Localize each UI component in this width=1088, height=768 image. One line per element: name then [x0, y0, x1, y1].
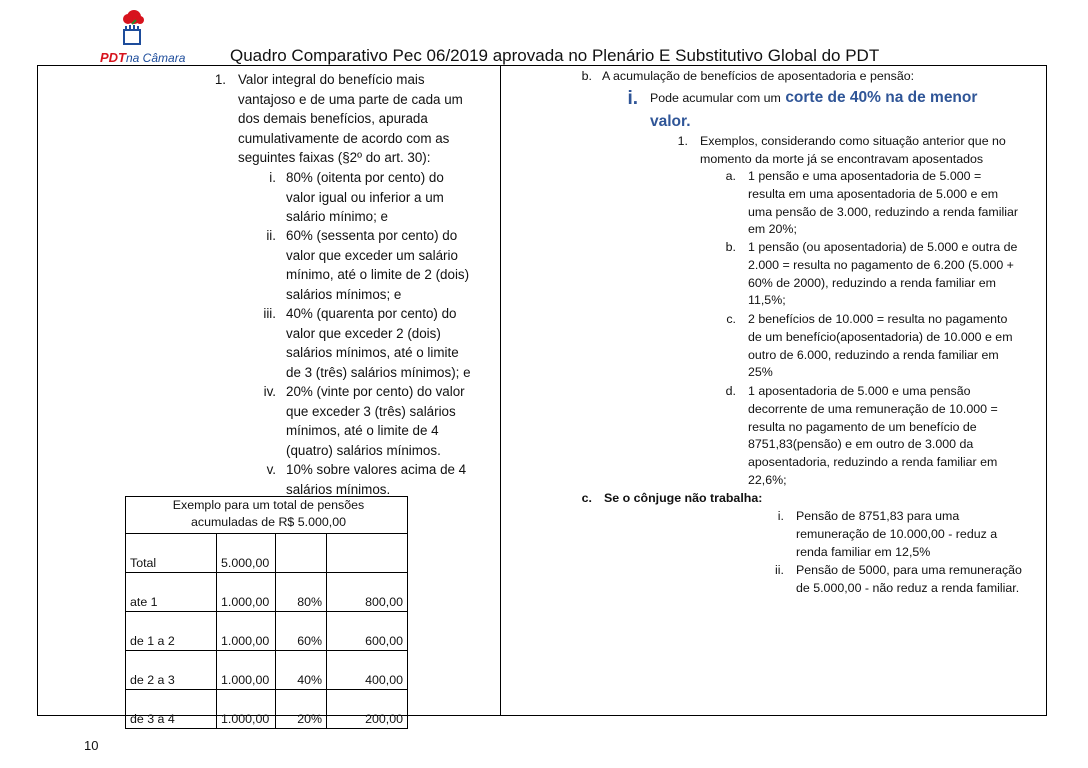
table-row: de 1 a 2 1.000,00 60% 600,00 [126, 612, 408, 651]
logo-text: PDTna Câmara [100, 50, 186, 65]
case-item: 2 benefícios de 10.000 = resulta no pagamento de um benefício(aposentadoria) de 10.000 e em outro de 6.000, reduzindo a renda familiar em 25% [748, 312, 1013, 380]
faixa-item: 10% sobre valores acima de 4 salários mínimos. [286, 462, 467, 497]
faixa-number: iv. [263, 384, 276, 399]
case-item: 1 aposentadoria de 5.000 e uma pensão decorrente de uma remuneração de 10.000 = resulta no pagamento de um benefício de 8751,83(pensão) e em outro de 3.000 da aposentadoria, reduzindo a renda familiar em 22,6%; [748, 384, 998, 487]
item-number: 1. [214, 72, 226, 87]
table-row: Total 5.000,00 [126, 534, 408, 573]
c-item: Pensão de 8751,83 para uma remuneração de 10.000,00 - reduz a renda familiar em 12,5% [796, 509, 998, 559]
faixa-item: 20% (vinte por cento) do valor que exceder 3 (três) salários mínimos, até o limite de 4 (quatro) salários mínimos. [286, 384, 465, 458]
case-item: 1 pensão e uma aposentadoria de 5.000 = resulta em uma aposentadoria de 5.000 e em uma pensão de 3.000, reduzindo a renda familiar em 20%; [748, 169, 1019, 237]
faixa-item: 60% (sessenta por cento) do valor que exceder um salário mínimo, até o limite de 2 (dois) salários mínimos; e [286, 228, 470, 302]
sub-i-number: i. [627, 88, 638, 109]
c-item: Pensão de 5000, para uma remuneração de 5.000,00 - não reduz a renda familiar. [796, 563, 1022, 595]
faixa-number: v. [266, 462, 276, 477]
item-1-text: Valor integral do benefício mais vantajoso e de uma parte de cada um dos demais benefícios, apurada cumulativamente de acordo com as seguintes faixas (§2º do art. 30): [238, 72, 463, 165]
example-table [125, 496, 408, 729]
sub-i-text: Pode acumular com um corte de 40% na de menor valor. [650, 89, 978, 130]
c-item-number: i. [777, 509, 784, 523]
table-row: de 2 a 3 1.000,00 40% 400,00 [126, 651, 408, 690]
table-row: de 3 a 4 1.000,00 20% 200,00 [126, 690, 408, 729]
section-c-text: Se o cônjuge não trabalha: [604, 491, 763, 505]
case-number: b. [725, 240, 736, 254]
case-item: 1 pensão (ou aposentadoria) de 5.000 e outra de 2.000 = resulta no pagamento de 6.200 (5.000 + 60% de 2000), reduzindo a renda familiar em 11,5%; [748, 240, 1018, 308]
examples-number: 1. [677, 134, 688, 148]
comparison-table [37, 65, 1047, 726]
examples-text: Exemplos, considerando como situação anterior que no momento da morte já se encontravam aposentados [700, 134, 1006, 166]
c-item-number: ii. [775, 563, 784, 577]
page-title: Quadro Comparativo Pec 06/2019 aprovada no Plenário E Substitutivo Global do PDT [230, 46, 880, 65]
table-row: ate 1 1.000,00 80% 800,00 [126, 573, 408, 612]
section-b-text: A acumulação de benefícios de aposentadoria e pensão: [602, 69, 915, 83]
page-number: 10 [84, 738, 99, 753]
faixa-item: 40% (quarenta por cento) do valor que exceder 2 (dois) salários mínimos, até o limite de 3 (três) salários mínimos); e [286, 306, 471, 380]
section-c-number: c. [581, 491, 592, 505]
section-b-number: b. [581, 69, 592, 83]
case-number: d. [725, 384, 736, 398]
case-number: c. [726, 312, 736, 326]
column-divider [500, 66, 501, 715]
faixa-number: i. [269, 170, 276, 185]
faixa-number: iii. [263, 306, 276, 321]
example-table-header: Exemplo para um total de pensões acumuladas de R$ 5.000,00 [126, 497, 408, 534]
pdt-logo [100, 8, 196, 64]
case-number: a. [725, 169, 736, 183]
pdt-rose-fist-logo-icon [112, 8, 152, 50]
faixa-item: 80% (oitenta por cento) do valor igual ou inferior a um salário mínimo; e [286, 170, 444, 224]
faixa-number: ii. [266, 228, 276, 243]
